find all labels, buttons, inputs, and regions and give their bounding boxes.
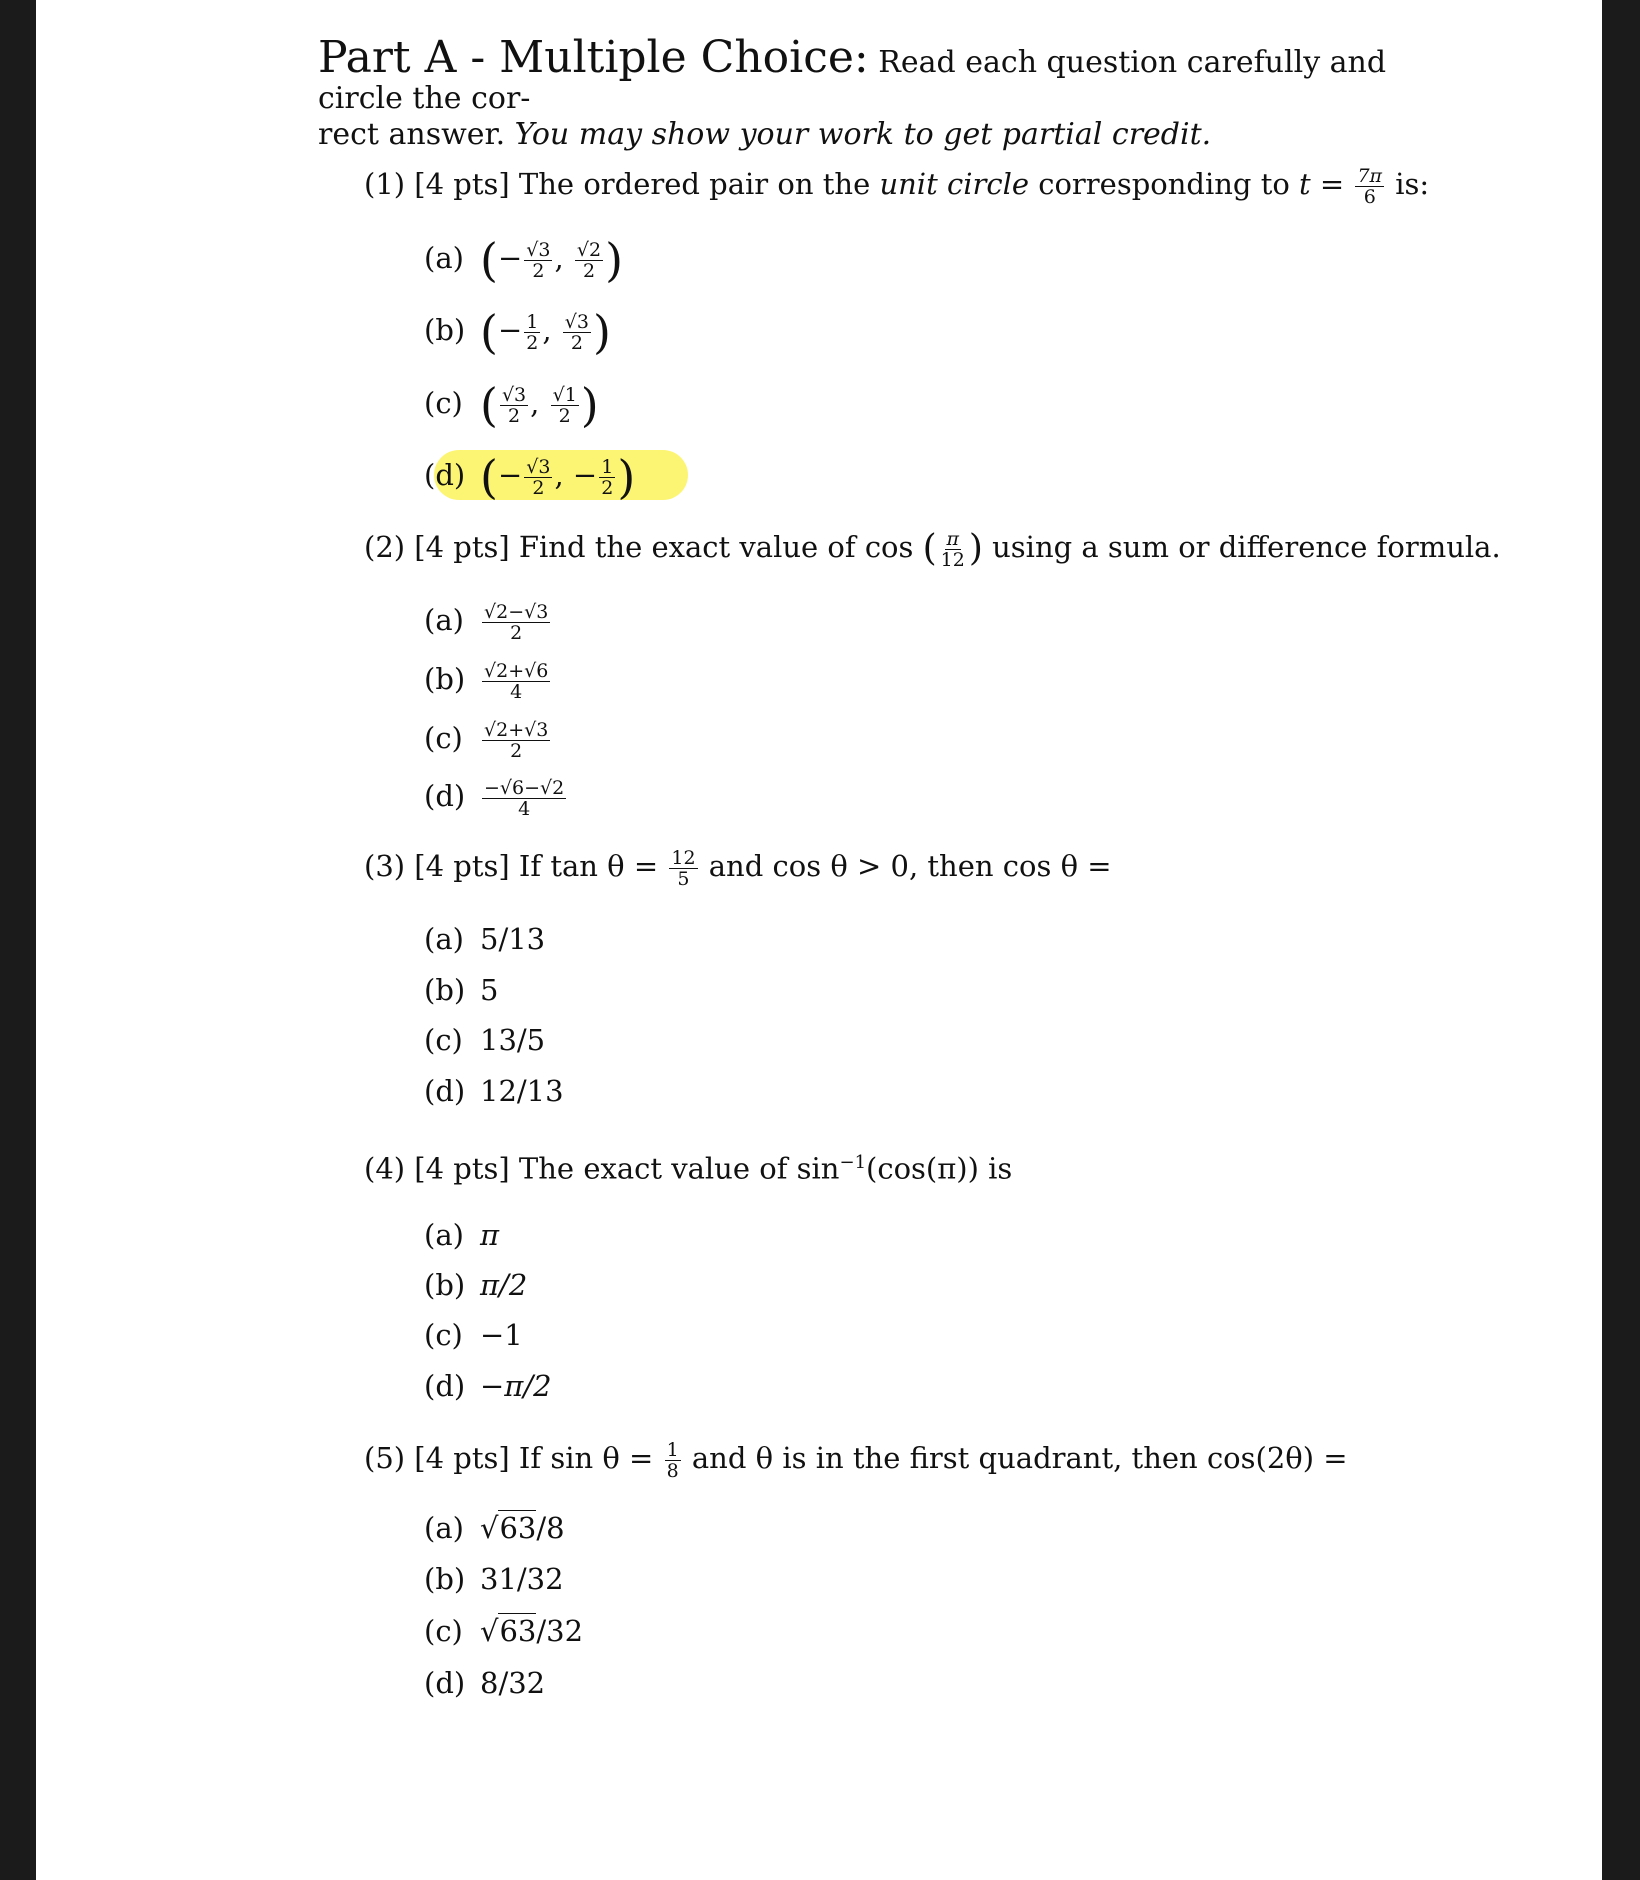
q1-option-d[interactable]: (d) (− $\frac{√3}{2}$ , − $\frac{1}{2}$ ) [424, 450, 636, 504]
t-fraction: $\frac{7\pi}{6}$ [1357, 164, 1383, 208]
q2-option-d[interactable]: (d) $\frac{-√6-√2}{4}$ [424, 776, 565, 820]
q1-option-b[interactable]: (b) (− $\frac{1}{2}$ , $\frac{√3}{2}$ ) [424, 305, 611, 359]
q1-option-a[interactable]: (a) (− $\frac{√3}{2}$ , $\frac{√2}{2}$ ) [424, 233, 624, 287]
q2-option-a[interactable]: (a) $\frac{√2-√3}{2}$ [424, 600, 549, 644]
part-title: Part A - Multiple Choice: [318, 32, 869, 83]
q5-option-b[interactable]: (b) 31/32 [424, 1562, 564, 1596]
instruction-line2: rect answer. [318, 117, 506, 152]
q3-option-b[interactable]: (b) 5 [424, 973, 499, 1007]
q3-option-a[interactable]: (a) 5/13 [424, 922, 546, 956]
question-4: (4) [4 pts] The exact value of $\sin^{-1}(\cos(\pi))$ is [364, 1151, 1013, 1186]
q4-option-b[interactable]: (b) π/2 [424, 1268, 528, 1302]
question-3: (3) [4 pts] If tan θ = $\frac{12}{5}$ and cos θ > 0, then cos θ = [364, 846, 1112, 890]
q2-option-b[interactable]: (b) $\frac{√2+√6}{4}$ [424, 659, 549, 703]
q2-option-c[interactable]: (c) $\frac{√2+√3}{2}$ [424, 718, 549, 762]
question-2: (2) [4 pts] Find the exact value of cos ( $\frac{\pi}{12}$ ) using a sum or difference formula. [364, 527, 1501, 571]
instruction-line1: Read each question carefully and circle the cor- [318, 45, 1387, 116]
part-header [318, 32, 1478, 153]
q4-option-c[interactable]: (c) −1 [424, 1318, 523, 1352]
question-5: (5) [4 pts] If sin θ = $\frac{1}{8}$ and θ is in the first quadrant, then cos(2θ) = [364, 1438, 1348, 1482]
partial-credit-note: You may show your work to get partial credit. [514, 117, 1212, 152]
q5-option-d[interactable]: (d) 8/32 [424, 1666, 546, 1700]
exam-page [36, 0, 1602, 1880]
q4-option-d[interactable]: (d) −π/2 [424, 1369, 552, 1403]
question-1: (1) [4 pts] The ordered pair on the unit circle corresponding to t = $\frac{7\pi}{6}$ is: [364, 164, 1430, 208]
q3-option-d[interactable]: (d) 12/13 [424, 1074, 564, 1108]
q5-option-c[interactable]: (c) √63/32 [424, 1614, 584, 1648]
q4-option-a[interactable]: (a) π [424, 1218, 500, 1252]
q5-option-a[interactable]: (a) √63/8 [424, 1511, 565, 1545]
q3-option-c[interactable]: (c) 13/5 [424, 1023, 546, 1057]
q1-option-c[interactable]: (c) ( $\frac{√3}{2}$ , $\frac{√1}{2}$ ) [424, 378, 599, 432]
